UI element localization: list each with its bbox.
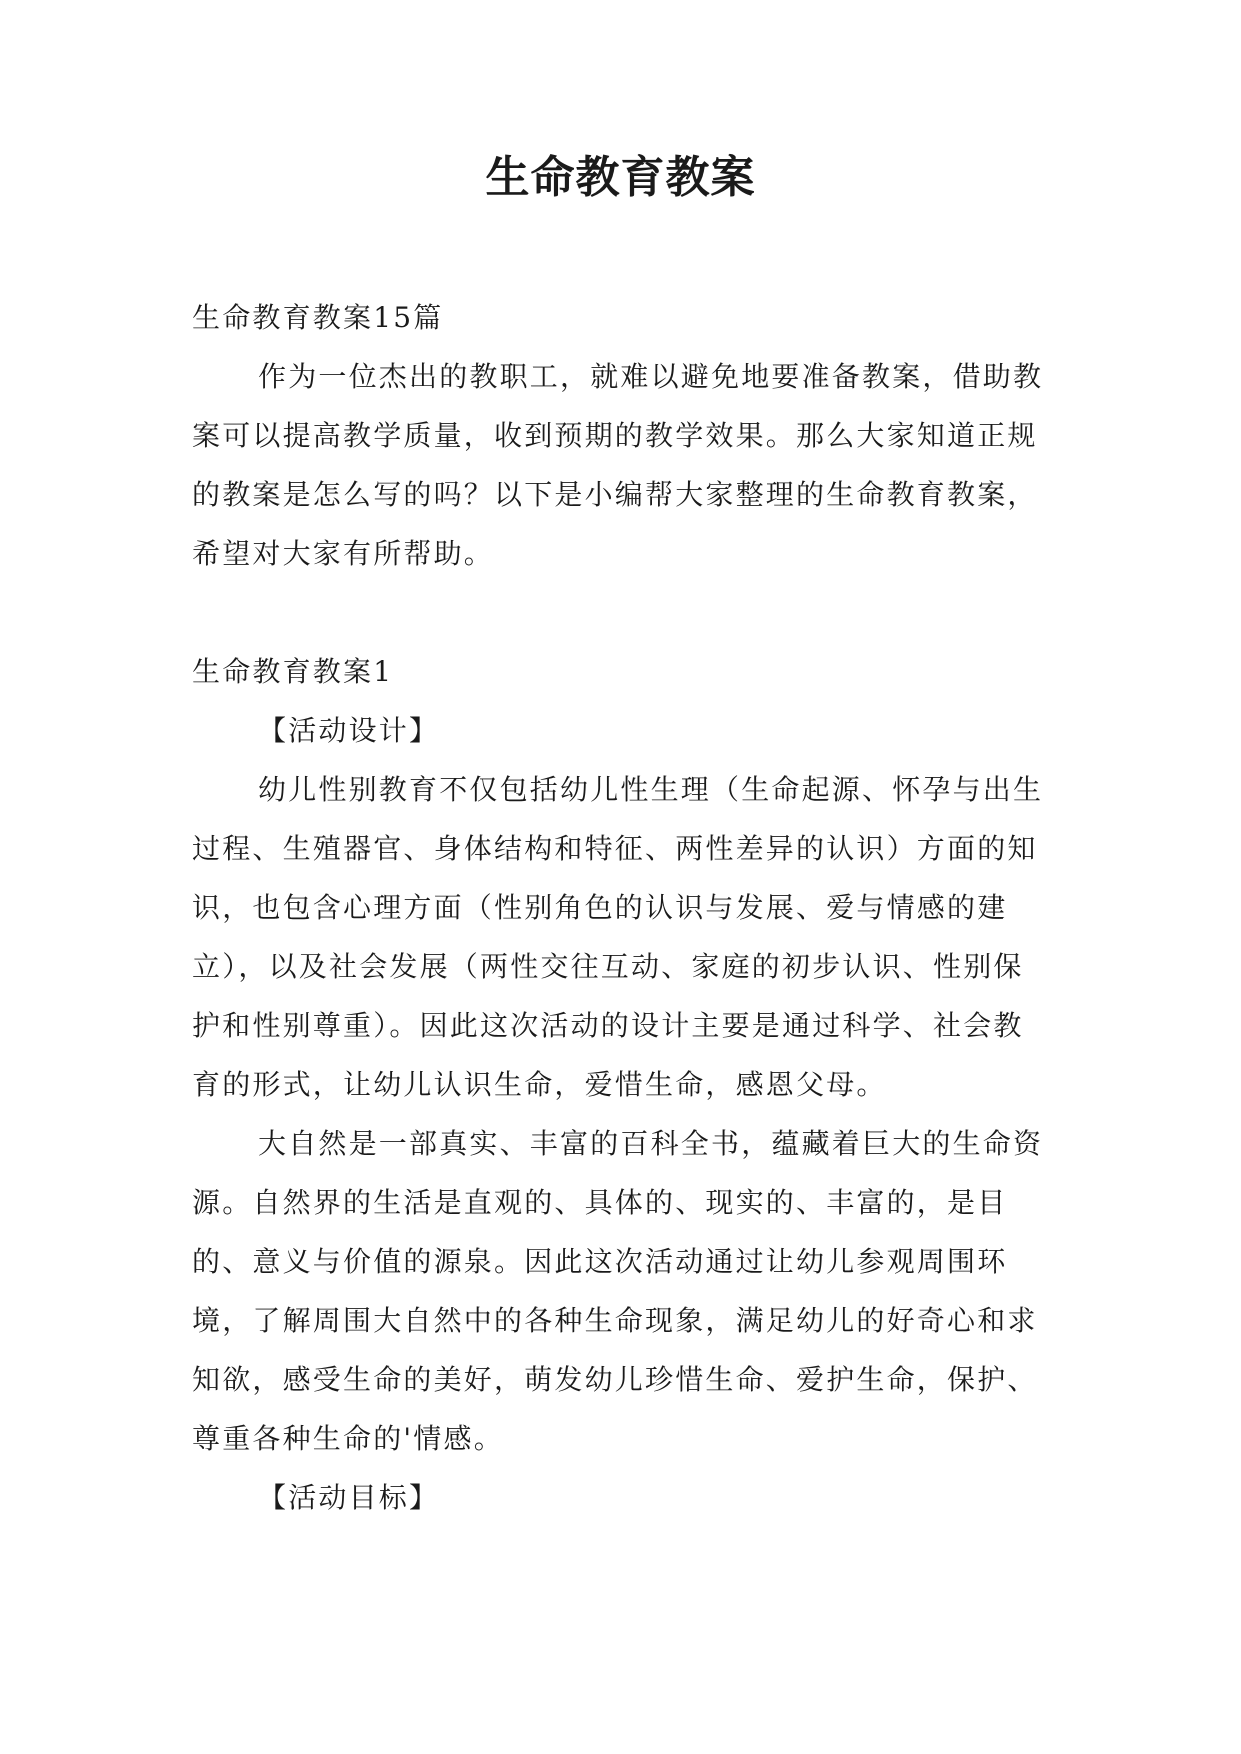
document-body: [192, 288, 1050, 1527]
section-heading: 生命教育教案1: [192, 655, 394, 688]
design-paragraph-1: 幼儿性别教育不仅包括幼儿性生理（生命起源、怀孕与出生过程、生殖器官、身体结构和特征、两性差异的认识）方面的知识，也包含心理方面（性别角色的认识与发展、爱与情感的建立），以及社会发展（两性交往互动、家庭的初步认识、性别保护和性别尊重）。因此这次活动的设计主要是通过科学、社会教育的形式，让幼儿认识生命，爱惜生命，感恩父母。: [192, 773, 1044, 1101]
section-spacer: [192, 583, 1050, 642]
activity-goal-label: 【活动目标】: [258, 1481, 440, 1514]
activity-design-label: 【活动设计】: [258, 714, 440, 747]
document-title: 生命教育教案: [485, 152, 756, 203]
document-subtitle: 生命教育教案15篇: [192, 301, 444, 334]
design-paragraph-2: 大自然是一部真实、丰富的百科全书，蕴藏着巨大的生命资源。自然界的生活是直观的、具体的、现实的、丰富的，是目的、意义与价值的源泉。因此这次活动通过让幼儿参观周围环境，了解周围大自然中的各种生命现象，满足幼儿的好奇心和求知欲，感受生命的美好，萌发幼儿珍惜生命、爱护生命，保护、尊重各种生命的'情感。: [192, 1127, 1044, 1455]
intro-paragraph: 作为一位杰出的教职工，就难以避免地要准备教案，借助教案可以提高教学质量，收到预期的教学效果。那么大家知道正规的教案是怎么写的吗？以下是小编帮大家整理的生命教育教案，希望对大家有所帮助。: [192, 360, 1044, 570]
